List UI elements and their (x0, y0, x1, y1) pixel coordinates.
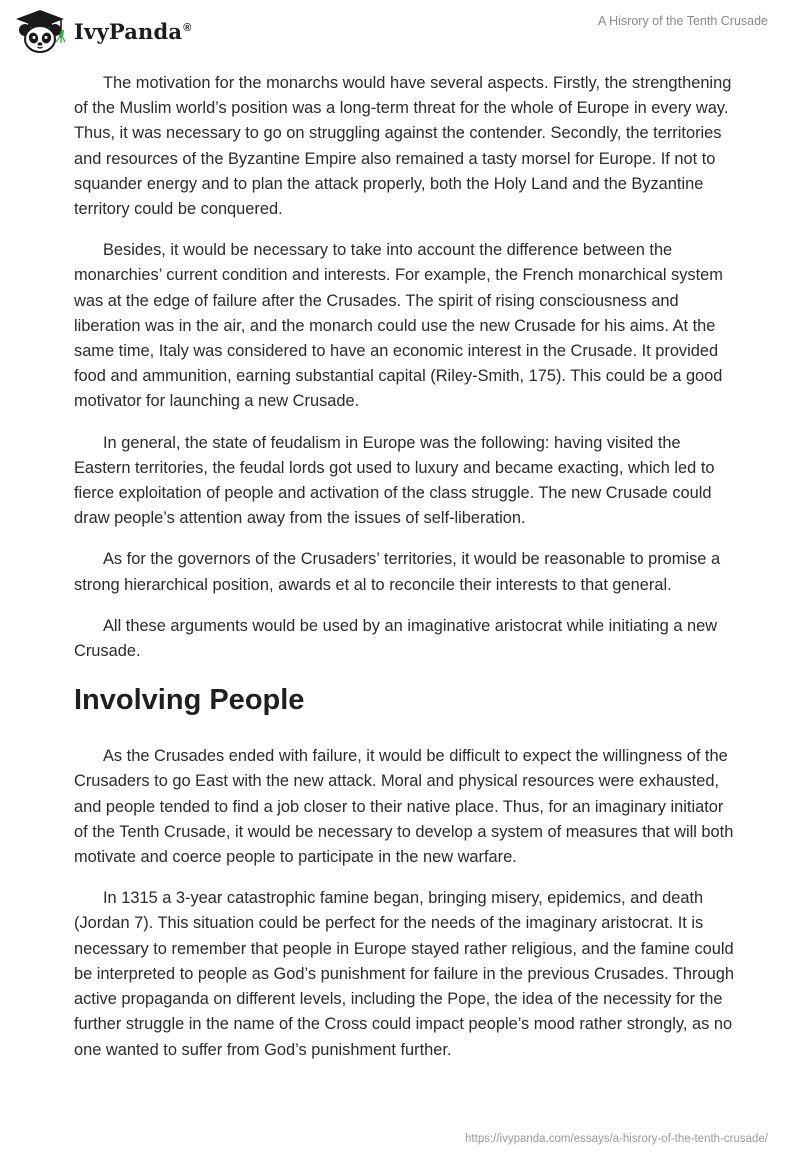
panda-graduate-icon (14, 8, 66, 54)
source-url[interactable]: https://ivypanda.com/essays/a-hisrory-of-the-tenth-crusade/ (465, 1133, 768, 1145)
registered-mark: ® (183, 21, 192, 34)
page-header (0, 0, 800, 60)
paragraph: The motivation for the monarchs would have several aspects. Firstly, the strengthening of the Muslim world’s position was a long-term threat for the whole of Europe in every way. Thus, it was necessary to go on struggling against the contender. Secondly, the territories and resources of the Byzantine Empire also remained a tasty morsel for Europe. If not to squander energy and to plan the attack properly, both the Holy Land and the Byzantine territory could be conquered. (74, 74, 732, 219)
paragraph: Besides, it would be necessary to take into account the difference between the monarchies’ current condition and interests. For example, the French monarchical system was at the edge of failure after the Crusades. The spirit of rising consciousness and liberation was in the air, and the monarch could use the new Crusade for his aims. At the same time, Italy was considered to have an economic interest in the Crusade. It provided food and ammunition, earning substantial capital (Riley-Smith, 175). This could be a good motivator for launching a new Crusade. (74, 241, 723, 411)
paragraph: As the Crusades ended with failure, it would be difficult to expect the willingness of the Crusaders to go East with the new attack. Moral and physical resources were exhausted, and people tended to find a job closer to their native place. Thus, for an imaginary initiator of the Tenth Crusade, it would be necessary to develop a system of measures that will both motivate and coerce people to participate in the new warfare. (74, 747, 734, 867)
article-body (74, 71, 734, 1079)
brand-name (74, 19, 192, 44)
section-heading: Involving People (74, 684, 305, 717)
document-title: A Hisrory of the Tenth Crusade (598, 14, 768, 28)
paragraph: In 1315 a 3-year catastrophic famine began, bringing misery, epidemics, and death (Jordan 7). This situation could be perfect for the needs of the imaginary aristocrat. It is necessary to remember that people in Europe stayed rather religious, and the famine could be interpreted to people as God’s punishment for failure in the previous Crusades. Through active propaganda on different levels, including the Pope, the idea of the necessity for the further struggle in the name of the Cross could impact people’s mood rather strongly, as no one wanted to suffer from God’s punishment further. (74, 889, 734, 1059)
paragraph: All these arguments would be used by an imaginative aristocrat while initiating a new Crusade. (74, 616, 718, 661)
brand-name-text: IvyPanda (74, 18, 183, 44)
ivypanda-logo[interactable] (14, 8, 192, 54)
paragraph: In general, the state of feudalism in Europe was the following: having visited the Eastern territories, the feudal lords got used to luxury and became exacting, which led to fierce exploitation of people and activation of the class struggle. The new Crusade could draw people’s attention away from the issues of self-liberation. (74, 433, 715, 528)
paragraph: As for the governors of the Crusaders’ territories, it would be reasonable to promise a strong hierarchical position, awards et al to reconcile their interests to that general. (74, 550, 721, 594)
